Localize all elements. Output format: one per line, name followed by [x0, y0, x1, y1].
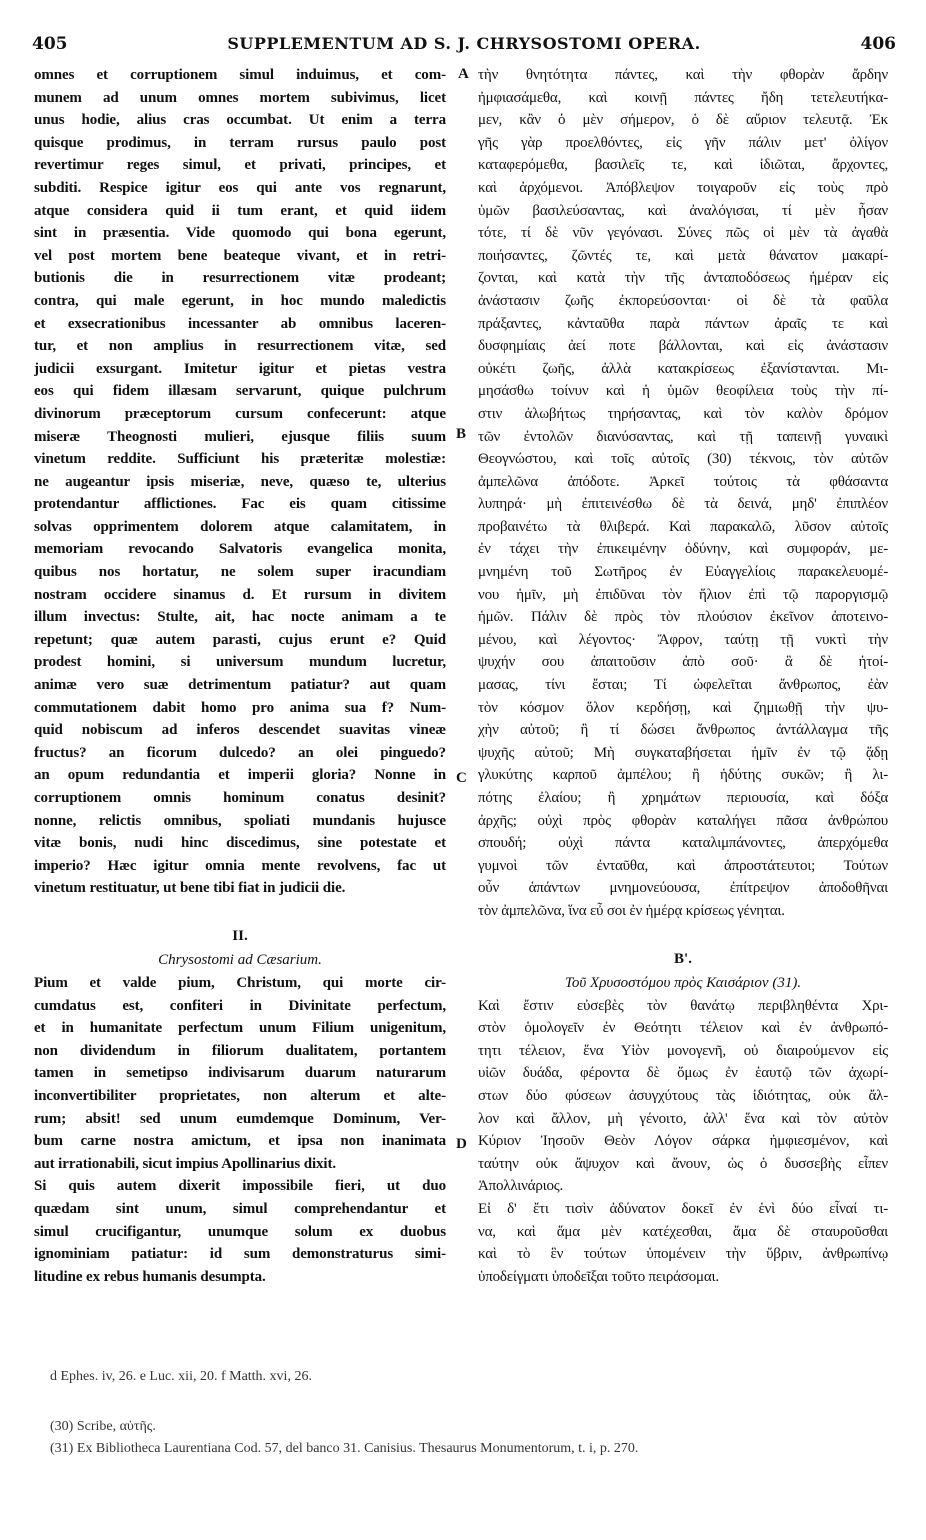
text-line: να, καὶ ἅμα μὲν κατέχεσθαι, ἅμα δὲ σταυροῦσθαι	[478, 1223, 888, 1240]
text-line: et in humanitate perfectum unum Filium unigenitum,	[34, 1020, 446, 1037]
text-line: Θεογνώστου, καὶ τοῖς αὐτοῖς (30) τέκνοις, τὸν αὐτῶν	[478, 451, 888, 468]
text-line: τὸν κόσμον ὅλον κερδήσῃ, καὶ ζημιωθῇ τὴν ψυ-	[478, 699, 888, 716]
text-line: nonne, relictis omnibus, spoliati mundanis hujusce	[34, 812, 446, 829]
text-line: ἐν τάχει τὴν ἐπικειμένην ὀδύνην, καὶ συμφοράν, με-	[478, 541, 888, 558]
text-line: τὸν ἀμπελῶνα, ἵνα εὖ σοι ἐν ἡμέρᾳ κρίσεως γένηται.	[478, 902, 785, 919]
text-line: ἀμπελῶνα ἀπόδοτε. Ἀρκεῖ τούτοις τὰ φθάσαντα	[478, 473, 888, 490]
footnotes	[50, 1366, 890, 1460]
text-line: commutationem dabit homo pro anima sua f? Num-	[34, 699, 446, 716]
text-line: Καὶ ἔστιν εὐσεβὲς τὸν θανάτῳ περιβληθέντα Χρι-	[478, 997, 888, 1014]
text-line: μένου, καὶ λέγοντος· Ἄφρον, ταύτῃ τῇ νυκτὶ τὴν	[478, 631, 888, 648]
text-line: τῶν ἐντολῶν διανύσαντας, καὶ τῇ ταπεινῇ γυναικὶ	[478, 428, 888, 445]
text-line: γυμνοὶ τῶν ἐνταῦθα, καὶ ἀπροστάτευτοι; Τούτων	[478, 857, 888, 874]
text-line: animæ vero suæ detrimentum patiatur? aut quam	[34, 677, 446, 694]
text-line: Κύριον Ἰησοῦν Θεὸν Λόγον σάρκα ἠμφιεσμένον, καὶ	[478, 1133, 888, 1150]
text-line: imperio? Hæc igitur omnia mente revolvens, fac ut	[34, 857, 446, 874]
text-line: tamen in semetipso indivisarum duarum naturarum	[34, 1065, 446, 1082]
text-line: nostram occidere sinamus d. Et rursum in divitem	[34, 586, 446, 603]
text-line: fructus? an ficorum dulcedo? an olei pinguedo?	[34, 744, 446, 761]
page-header	[32, 34, 896, 58]
greek-block-2	[478, 995, 888, 1198]
text-line: στων δύο φύσεων ἀσυγχύτους τὰς ἰδιότητας, οὐκ ἄλ-	[478, 1087, 888, 1104]
latin-block-1	[34, 64, 446, 900]
text-line: νου ἡμῖν, μὴ ἐπιδῦναι τὸν ἥλιον ἐπὶ τῷ παροργισμῷ	[478, 586, 888, 603]
text-line: στιν ἀλωβήτως τηρήσαντας, καὶ τὸν καλὸν δρόμον	[478, 405, 888, 422]
text-line: contra, qui male egerunt, in hoc mundo maledictis	[34, 292, 446, 309]
text-line: vel post mortem bene beateque vivant, et in retri-	[34, 247, 446, 264]
text-line: καὶ τὸ ἓν τούτων ὑπομένειν τὴν ὕβριν, ἀνθρωπίνῳ	[478, 1246, 888, 1263]
text-line: repetunt; quæ autem parasti, cujus erunt e? Quid	[34, 631, 446, 648]
text-line: ὑμῶν βασιλεύσαντας, καὶ ἀναλόγισαι, τί μὲν ἦσαν	[478, 202, 888, 219]
text-line: revertimur reges simul, et privati, principes, et	[34, 157, 446, 174]
text-line: prodest homini, si universum mundum lucretur,	[34, 654, 446, 671]
text-line: non dividendum in filiorum dualitatem, portantem	[34, 1042, 446, 1059]
text-line: divinorum præceptorum cursum confecerunt: atque	[34, 405, 446, 422]
greek-section-number: Β'.	[674, 950, 692, 967]
text-line: δυσφημίαις ἀεί ποτε βάλλονται, καὶ εἰς ἀνάστασιν	[478, 338, 888, 355]
text-line: ἀρχῆς; οὐχὶ πρὸς φθορὰν καταλήγει πᾶσα ἀνθρώπου	[478, 812, 888, 829]
text-line: rum; absit! sed unum eumdemque Dominum, Ver-	[34, 1110, 446, 1127]
text-line: γῆς γὰρ προελθόντες, εἰς γῆν πάλιν μετ' ὀλίγον	[478, 134, 888, 151]
latin-block-3	[34, 1175, 446, 1288]
text-line: omnes et corruptionem simul induimus, et com-	[34, 67, 446, 83]
latin-block-2	[34, 972, 446, 1175]
text-line: miseræ Theognosti mulieri, ejusque filiis suum	[34, 428, 446, 445]
text-line: πράξαντες, κἀνταῦθα παρὰ πάντων ἀραῖς τε καὶ	[478, 315, 888, 332]
text-line: χὴν αὐτοῦ; ἢ τί δώσει ἄνθρωπος ἀντάλλαγμα τῆς	[478, 722, 888, 739]
text-line: cumdatus est, confiteri in Divinitate perfectum,	[34, 997, 446, 1014]
text-line: unus hodie, alius cras occumbat. Ut enim a terra	[34, 112, 446, 129]
margin-marker-c: C	[456, 770, 467, 786]
text-line: τότε, τί δὲ νῦν γεγόνασι. Σύνες πῶς οἱ μὲν τὰ ἀγαθὰ	[478, 225, 888, 242]
greek-block-1	[478, 64, 888, 923]
text-line: λυπηρά· μὴ ἐπιτεινέσθω δὲ τὰ δεινά, μηδ' ἐπιπλέον	[478, 496, 888, 513]
text-line: subditi. Respice igitur eos qui ante vos regnarunt,	[34, 179, 446, 196]
greek-column	[478, 64, 888, 1288]
text-line: ψυχῆς αὐτοῦ; Μὴ συγκαταβήσεται ἡμῖν ἐν τῷ ᾅδῃ	[478, 744, 888, 761]
text-line: protendantur afflictiones. Fac eis quam citissime	[34, 496, 446, 513]
text-line: judicii exsurgant. Imitetur igitur et pietas vestra	[34, 360, 446, 377]
text-line: simul crucifigantur, unumque solum ex duobus	[34, 1223, 446, 1240]
text-line: καταφερόμεθα, βασιλεῖς τε, καὶ ἰδιῶται, ἄρχοντες,	[478, 157, 888, 174]
latin-column	[34, 64, 446, 1288]
latin-section-title: Chrysostomi ad Cæsarium.	[158, 951, 322, 968]
page-number-right: 406	[860, 34, 896, 54]
page-number-left: 405	[32, 34, 68, 54]
text-line: atque considera quid ii tum erant, et quid iidem	[34, 202, 446, 219]
text-line: ψυχήν σου ἀπαιτοῦσιν ἀπὸ σοῦ· ἃ δὲ ἡτοί-	[478, 654, 888, 671]
text-line: solvas opprimentem dolorem atque calamitatem, in	[34, 518, 446, 535]
text-line: litudine ex rebus humanis desumpta.	[34, 1268, 266, 1285]
text-line: Ἀπολλινάριος.	[478, 1178, 564, 1195]
footnote-31: (31) Ex Bibliotheca Laurentiana Cod. 57, del banco 31. Canisius. Thesaurus Monumentorum, t. i, p. 270.	[50, 1441, 639, 1456]
text-line: bum carne nostra amictum, et ipsa non inanimata	[34, 1133, 446, 1150]
text-line: στὸν ὁμολογεῖν ἐν Θεότητι τέλειον καὶ ἐν ἀνθρωπό-	[478, 1020, 888, 1037]
text-line: illum invectus: Stulte, ait, hac nocte animam a te	[34, 609, 446, 626]
text-line: πότης ἐλαίου; ἢ χρημάτων περιουσία, καὶ δόξα	[478, 790, 888, 806]
text-line: υἱῶν δυάδα, φέροντα δὲ ὅμως ἐν ἑαυτῷ τῶν ἀχωρί-	[478, 1065, 888, 1082]
text-line: butionis die in resurrectionem vitæ prodeant;	[34, 270, 446, 287]
text-line: μνημένη τοῦ Σωτῆρος ἐν Εὐαγγελίοις παρακελευομέ-	[478, 564, 888, 581]
text-line: Si quis autem dixerit impossibile fieri, ut duo	[34, 1178, 446, 1195]
text-line: vinetum restituatur, ut bene tibi fiat in judicii die.	[34, 880, 346, 897]
text-line: μεν, κἂν ὁ μὲν σήμερον, ὁ δὲ αὔριον τελευτᾷ. Ἐκ	[478, 112, 888, 129]
margin-marker-a: A	[458, 66, 469, 82]
text-line: eos qui fidem illæsam servarunt, quique pulchrum	[34, 383, 446, 400]
running-title: SUPPLEMENTUM AD S. J. CHRYSOSTOMI OPERA.	[227, 34, 701, 53]
text-line: Pium et valde pium, Christum, qui morte cir-	[34, 974, 446, 991]
text-line: ζονται, καὶ κατὰ τὴν τῆς ἀνταποδόσεως ἡμέραν εἰς	[478, 270, 888, 287]
text-line: ποιήσαντες, ζῶντές τε, καὶ μετὰ θάνατον μακαρί-	[478, 247, 888, 264]
text-line: καὶ ἀρχόμενοι. Ἀπόβλεψον τοιγαροῦν εἰς τοὺς πρὸ	[478, 179, 888, 196]
text-line: quid nobiscum ad inferos descendet suavitas vineæ	[34, 722, 446, 739]
text-line: οὖν ἁπάντων μνημονεύουσα, ἐπίτρεψον ἀποδοθῆναι	[478, 880, 888, 897]
text-line: et exsecrationibus incessanter ab omnibus laceren-	[34, 315, 446, 332]
text-line: ἠμφιασάμεθα, καὶ κοινῇ πάντες ἤδη τετελευτήκα-	[478, 89, 888, 106]
text-line: quisque prodimus, in terram rursus paulo post	[34, 134, 446, 151]
text-line: μασας, τίνι ἔσται; Τί ὠφελεῖται ἄνθρωπος, ἐὰν	[478, 677, 888, 694]
greek-section-title: Τοῦ Χρυσοστόμου πρὸς Καισάριον (31).	[564, 974, 802, 991]
text-line: προβαινέτω τὰ θλιβερά. Καὶ παρακαλῶ, λῦσον αὐτοῖς	[478, 518, 888, 535]
text-line: quibus nos hortatur, ne solem super iracundiam	[34, 564, 446, 581]
text-line: ἀνάστασιν ζωῆς ἐκπορεύσονται· οἱ δὲ τὰ φαῦλα	[478, 292, 888, 309]
text-line: ne augeantur ipsis miseriæ, neve, quæso te, ulterius	[34, 473, 446, 490]
text-line: Εἰ δ' ἔτι τισὶν ἀδύνατον δοκεῖ ἐν ἑνὶ δύο εἶναί τι-	[478, 1200, 888, 1217]
margin-marker-b: B	[456, 426, 467, 442]
text-line: memoriam revocando Salvatoris evangelica monita,	[34, 541, 446, 558]
text-line: οὐκέτι ζωῆς, ἀλλὰ κατακρίσεως ἐξανίστανται. Μι-	[478, 360, 888, 377]
text-line: ταύτην οὐκ ἄψυχον καὶ ἄνουν, ὡς ὁ δυσσεβὴς εἶπεν	[478, 1155, 888, 1172]
text-line: γλυκύτης καρποῦ ἀμπέλου; ἢ ἡδύτης συκῶν; ἢ λι-	[478, 767, 888, 784]
text-line: inconvertibiliter proprietates, non alterum et alte-	[34, 1087, 446, 1104]
text-line: aut irrationabili, sicut impius Apollinarius dixit.	[34, 1155, 337, 1172]
footnote-30: (30) Scribe, αὐτῆς.	[50, 1419, 156, 1434]
margin-marker-d: D	[456, 1136, 467, 1152]
text-line: ἡμῶν. Πάλιν δὲ πρὸς τὸν πλούσιον ἐκεῖνον ἀποτεινο-	[478, 609, 888, 626]
scripture-footnotes: d Ephes. iv, 26. e Luc. xii, 20. f Matth. xvi, 26.	[50, 1369, 312, 1384]
greek-block-3	[478, 1198, 888, 1288]
text-line: σπουδή; οὐχὶ πάντα καταλιμπάνοντες, ἀπερχόμεθα	[478, 835, 888, 852]
text-line: corruptionem omnis hominum conatus desinit?	[34, 790, 446, 806]
text-line: τὴν θνητότητα πάντες, καὶ τὴν φθορὰν ἄρδην	[478, 67, 888, 83]
text-line: vinetum reddite. Sufficiunt his præteritæ molestiæ:	[34, 451, 446, 468]
text-line: munem ad unum omnes mortem subivimus, licet	[34, 89, 446, 106]
text-line: an opum redundantia et imperii gloria? Nonne in	[34, 767, 446, 784]
text-line: quædam sint unum, simul comprehendantur et	[34, 1200, 446, 1217]
text-line: τητι τέλειον, ἕνα Υἱὸν μονογενῆ, οὐ διαιρούμενον εἰς	[478, 1042, 888, 1059]
text-line: ὑποδείγματι ὑποδεῖξαι τοῦτο πειράσομαι.	[478, 1268, 719, 1285]
text-line: μησάσθω τοίνυν καὶ ἡ ὑμῶν θεοφίλεια τοὺς τὴν πί-	[478, 383, 888, 400]
text-line: sint in præsentia. Vide quomodo qui bona egerunt,	[34, 225, 446, 242]
text-line: ignominiam patiatur: id sum demonstraturus simi-	[34, 1246, 446, 1263]
text-line: tur, et non amplius in resurrectionem vitæ, sed	[34, 338, 446, 355]
text-line: λον καὶ ἄλλον, μὴ γένοιτο, ἀλλ' ἕνα καὶ τὸν αὐτὸν	[478, 1110, 888, 1127]
text-line: vitæ bonis, nudi hinc discedimus, sine potestate et	[34, 835, 446, 852]
latin-section-number: II.	[232, 927, 248, 944]
